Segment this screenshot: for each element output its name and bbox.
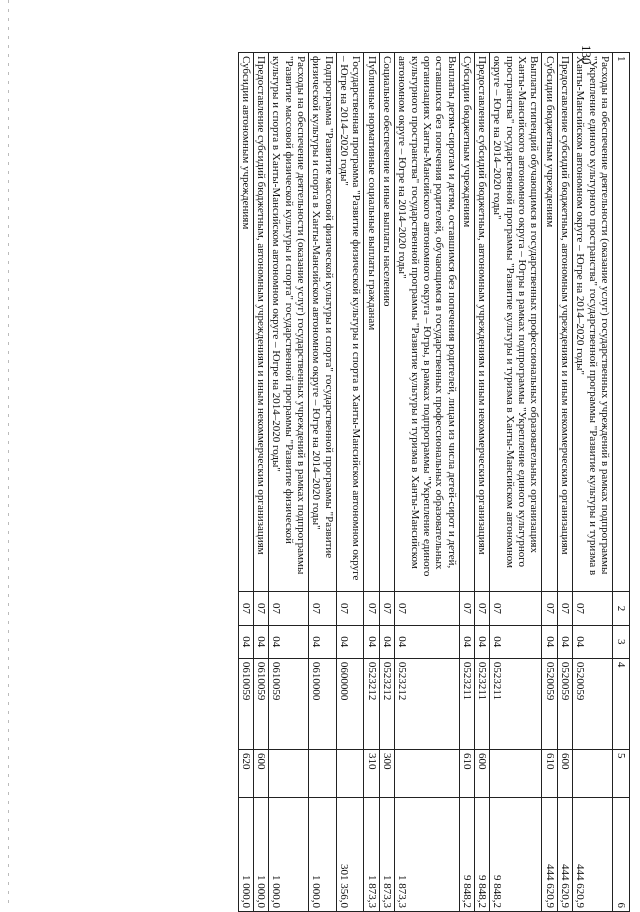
row-sum: 9 848,2 <box>490 797 542 911</box>
row-subsection: 04 <box>269 625 309 658</box>
header-col-5: 5 <box>613 749 630 797</box>
row-name: Государственная программа "Развитие физической культуры и спорта в Ханты-Мансийском автономном округе – Югре на 2014–2020 годы" <box>336 53 364 592</box>
row-expense-type <box>490 749 542 797</box>
table-row <box>474 53 489 912</box>
row-section: 07 <box>364 592 379 625</box>
row-sum: 1 000,0 <box>253 797 268 911</box>
row-subsection: 04 <box>309 625 337 658</box>
row-target-code: 0600000 <box>336 658 364 749</box>
row-expense-type <box>395 749 460 797</box>
table-row <box>309 53 337 912</box>
row-sum: 1 000,0 <box>309 797 337 911</box>
page-number: 130 <box>579 45 594 65</box>
header-col-4: 4 <box>613 658 630 749</box>
row-subsection: 04 <box>474 625 489 658</box>
row-target-code: 0610059 <box>269 658 309 749</box>
row-target-code: 0523212 <box>364 658 379 749</box>
row-section: 07 <box>309 592 337 625</box>
row-section: 07 <box>542 592 557 625</box>
row-sum: 1 000,0 <box>238 797 253 911</box>
table-row <box>490 53 542 912</box>
rotated-table-wrapper <box>90 52 630 912</box>
table-row <box>542 53 557 912</box>
row-expense-type: 610 <box>459 749 474 797</box>
row-name: Предоставление субсидий бюджетным, автономным учреждениям и иным некоммерческим организациям <box>474 53 489 592</box>
row-sum: 444 620,9 <box>557 797 572 911</box>
row-target-code: 0523211 <box>459 658 474 749</box>
row-expense-type <box>309 749 337 797</box>
row-name: Подпрограмма "Развитие массовой физической культуры и спорта" государственной программы "Развитие физической культуры и спорта в Ханты-Мансийском автономном округе – Югре на 2014–2020 годы" <box>309 53 337 592</box>
row-name: Расходы на обеспечение деятельности (оказание услуг) государственных учреждений в рамках подпрограммы "Развитие массовой физической культуры и спорта" государственной программы "Развитие физической культуры и спорта в Ханты-Мансийском автономном округе – Югре на 2014–2020 годы" <box>269 53 309 592</box>
row-name: Выплаты детям-сиротам и детям, оставшимся без попечения родителей, лицам из числа детей-сирот и детей, оставшихся без попечения родителей, обучающимся в государственных профессиональных образовательных организациях Ханты-Мансийского автономного округа – Югры, в рамках подпрограммы "Укрепление единого культурного пространства" государственной программы "Развитие культуры и туризма в Ханты-Мансийском автономном округе – Югре на 2014–2020 годы" <box>395 53 460 592</box>
row-name: Социальное обеспечение и иные выплаты населению <box>379 53 394 592</box>
table-row <box>573 53 613 912</box>
row-subsection: 04 <box>253 625 268 658</box>
row-section: 07 <box>395 592 460 625</box>
row-subsection: 04 <box>490 625 542 658</box>
row-subsection: 04 <box>364 625 379 658</box>
row-section: 07 <box>459 592 474 625</box>
budget-table <box>238 52 630 912</box>
row-target-code: 0520059 <box>542 658 557 749</box>
row-sum: 9 848,2 <box>474 797 489 911</box>
header-col-1: 1 <box>613 53 630 592</box>
header-row <box>613 53 630 912</box>
row-subsection: 04 <box>542 625 557 658</box>
row-section: 07 <box>490 592 542 625</box>
row-target-code: 0523211 <box>474 658 489 749</box>
row-expense-type: 600 <box>474 749 489 797</box>
row-name: Расходы на обеспечение деятельности (оказание услуг) государственных учреждений в рамках подпрограммы "Укрепление единого культурного пространства" государственной программы "Развитие культуры и туризма в Ханты-Мансийском автономном округе – Югре на 2014–2020 годы" <box>573 53 613 592</box>
row-expense-type <box>573 749 613 797</box>
row-subsection: 04 <box>573 625 613 658</box>
row-subsection: 04 <box>557 625 572 658</box>
header-col-2: 2 <box>613 592 630 625</box>
row-expense-type <box>336 749 364 797</box>
header-col-6: 6 <box>613 797 630 911</box>
row-expense-type: 620 <box>238 749 253 797</box>
table-row <box>364 53 379 912</box>
row-name: Субсидии бюджетным учреждениям <box>542 53 557 592</box>
table-row <box>557 53 572 912</box>
row-name: Предоставление субсидий бюджетным, автономным учреждениям и иным некоммерческим организациям <box>253 53 268 592</box>
row-sum: 9 848,2 <box>459 797 474 911</box>
row-expense-type <box>269 749 309 797</box>
row-subsection: 04 <box>238 625 253 658</box>
table-row <box>253 53 268 912</box>
row-section: 07 <box>336 592 364 625</box>
row-expense-type: 300 <box>379 749 394 797</box>
row-target-code: 0610000 <box>309 658 337 749</box>
row-expense-type: 310 <box>364 749 379 797</box>
row-name: Выплаты стипендий обучающимся в государственных профессиональных образовательных организациях Ханты-Мансийского автономного округа – Югры в рамках подпрограммы "Укрепление единого культурного пространства" государственной программы "Развитие культуры и туризма в Ханты-Мансийском автономном округе – Югре на 2014–2020 годы" <box>490 53 542 592</box>
table-row <box>395 53 460 912</box>
table-row <box>459 53 474 912</box>
row-section: 07 <box>573 592 613 625</box>
row-target-code: 0610059 <box>253 658 268 749</box>
row-sum: 444 620,9 <box>573 797 613 911</box>
row-target-code: 0523212 <box>395 658 460 749</box>
row-expense-type: 600 <box>253 749 268 797</box>
row-section: 07 <box>238 592 253 625</box>
row-section: 07 <box>474 592 489 625</box>
table-row <box>336 53 364 912</box>
row-target-code: 0523211 <box>490 658 542 749</box>
row-section: 07 <box>557 592 572 625</box>
scan-edge <box>8 0 9 905</box>
row-sum: 1 873,3 <box>395 797 460 911</box>
row-name: Субсидии автономным учреждениям <box>238 53 253 592</box>
row-sum: 1 873,3 <box>364 797 379 911</box>
row-section: 07 <box>253 592 268 625</box>
row-target-code: 0523212 <box>379 658 394 749</box>
row-name: Публичные нормативные социальные выплаты гражданам <box>364 53 379 592</box>
row-sum: 444 620,9 <box>542 797 557 911</box>
row-sum: 1 000,0 <box>269 797 309 911</box>
table-row <box>379 53 394 912</box>
row-subsection: 04 <box>459 625 474 658</box>
row-target-code: 0520059 <box>573 658 613 749</box>
row-name: Предоставление субсидий бюджетным, автономным учреждениям и иным некоммерческим организациям <box>557 53 572 592</box>
row-section: 07 <box>379 592 394 625</box>
row-expense-type: 600 <box>557 749 572 797</box>
row-name: Субсидии бюджетным учреждениям <box>459 53 474 592</box>
row-subsection: 04 <box>395 625 460 658</box>
row-subsection: 04 <box>336 625 364 658</box>
row-target-code: 0520059 <box>557 658 572 749</box>
table-row <box>238 53 253 912</box>
row-sum: 1 873,3 <box>379 797 394 911</box>
row-subsection: 04 <box>379 625 394 658</box>
row-sum: 301 356,0 <box>336 797 364 911</box>
table-row <box>269 53 309 912</box>
row-expense-type: 610 <box>542 749 557 797</box>
row-section: 07 <box>269 592 309 625</box>
header-col-3: 3 <box>613 625 630 658</box>
row-target-code: 0610059 <box>238 658 253 749</box>
